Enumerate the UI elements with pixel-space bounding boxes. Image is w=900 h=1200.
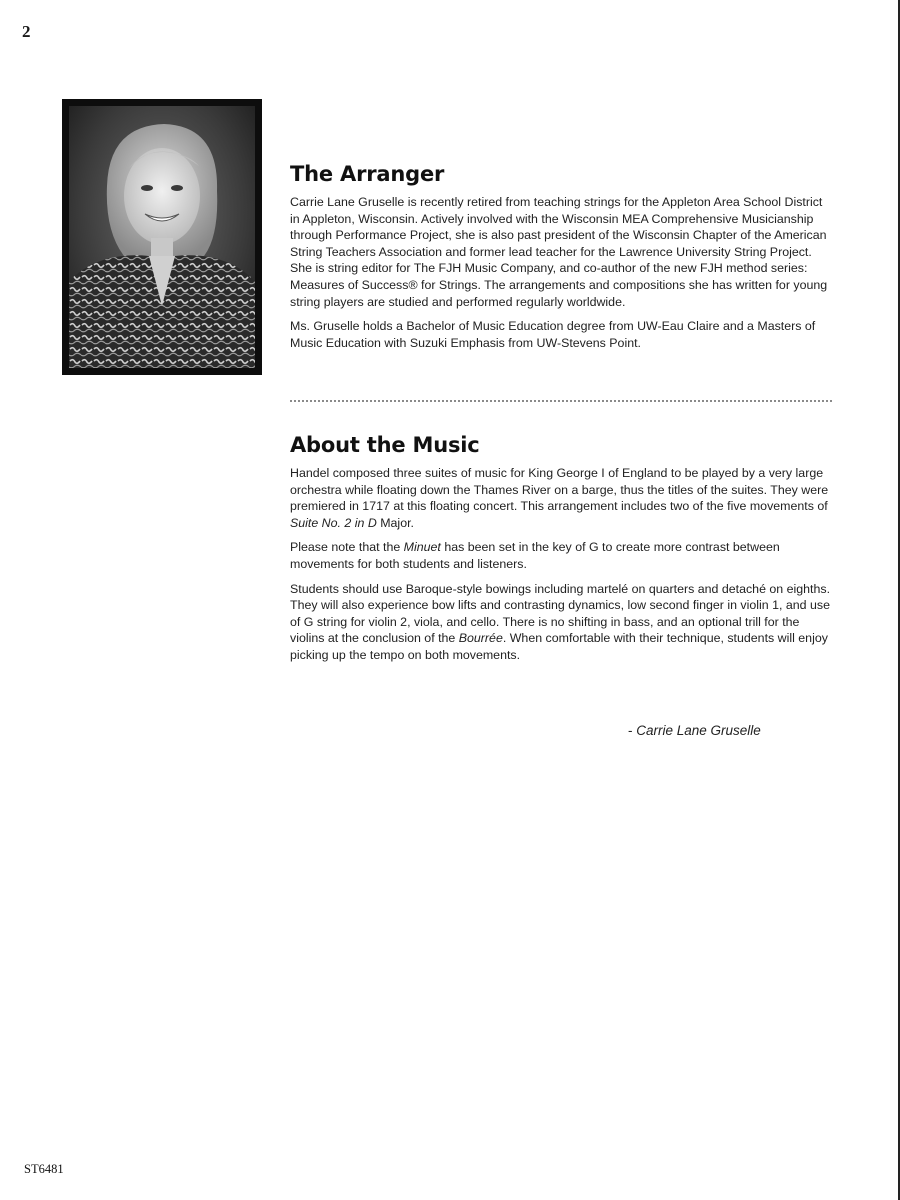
technique-text: Students should use Baroque-style bowings including martelé on quarters and detaché on eighths. They will also experience bow lifts and contrasting dynamics, low second finger in violin 1, and use of G string for violin 2, viola, and cello. There is no shifting in bass, and an optional trill for the violins at the conclusion of the [290, 581, 831, 646]
about-paragraph-history [290, 465, 832, 531]
suite-title: Suite No. 2 in D [290, 515, 377, 530]
catalog-code: ST6481 [24, 1162, 64, 1176]
key-text-before: Please note that the [290, 540, 404, 555]
signature-name: Carrie Lane Gruselle [636, 723, 761, 738]
signature [628, 723, 761, 738]
signature-dash: - [628, 723, 637, 738]
arranger-heading: The Arranger [290, 162, 445, 186]
portrait-image [69, 106, 255, 368]
about-music-heading: About the Music [290, 433, 480, 457]
page-number: 2 [22, 22, 31, 41]
about-paragraph-key [290, 539, 832, 572]
key-text-after: has been set in the key of G to create more contrast between movements for both students and listeners. [290, 540, 780, 571]
history-text: Handel composed three suites of music for King George I of England to be played by a very large orchestra while floating down the Thames River on a barge, thus the titles of the suites. They were premiered in 1717 at this floating concert. This arrangement includes two of the five movements of [290, 466, 829, 514]
bourree-title: Bourrée [458, 631, 503, 646]
arranger-section [290, 162, 832, 359]
section-divider [290, 400, 832, 402]
arranger-bio-paragraph: Carrie Lane Gruselle is recently retired from teaching strings for the Appleton Area School District in Appleton, Wisconsin. Actively involved with the Wisconsin MEA Comprehensive Musicianship through Performance Project, she is also past president of the Wisconsin Chapter of the American String Teachers Association and former lead teacher for the Lawrence University String Project. She is string editor for The FJH Music Company, and co-author of the new FJH method series: Measures of Success® for Strings. The arrangements and compositions she has written for young string players are studied and performed regularly worldwide. [290, 195, 828, 309]
arranger-photo [62, 99, 262, 375]
technique-end: . When comfortable with their technique, students will enjoy picking up the tempo on both movements. [290, 631, 828, 662]
about-paragraph-technique [290, 581, 832, 664]
history-end: Major. [376, 515, 414, 530]
arranger-education-paragraph: Ms. Gruselle holds a Bachelor of Music Education degree from UW-Eau Claire and a Masters of Music Education with Suzuki Emphasis from UW-Stevens Point. [290, 319, 816, 350]
minuet-title: Minuet [403, 540, 441, 555]
about-music-section [290, 433, 832, 672]
